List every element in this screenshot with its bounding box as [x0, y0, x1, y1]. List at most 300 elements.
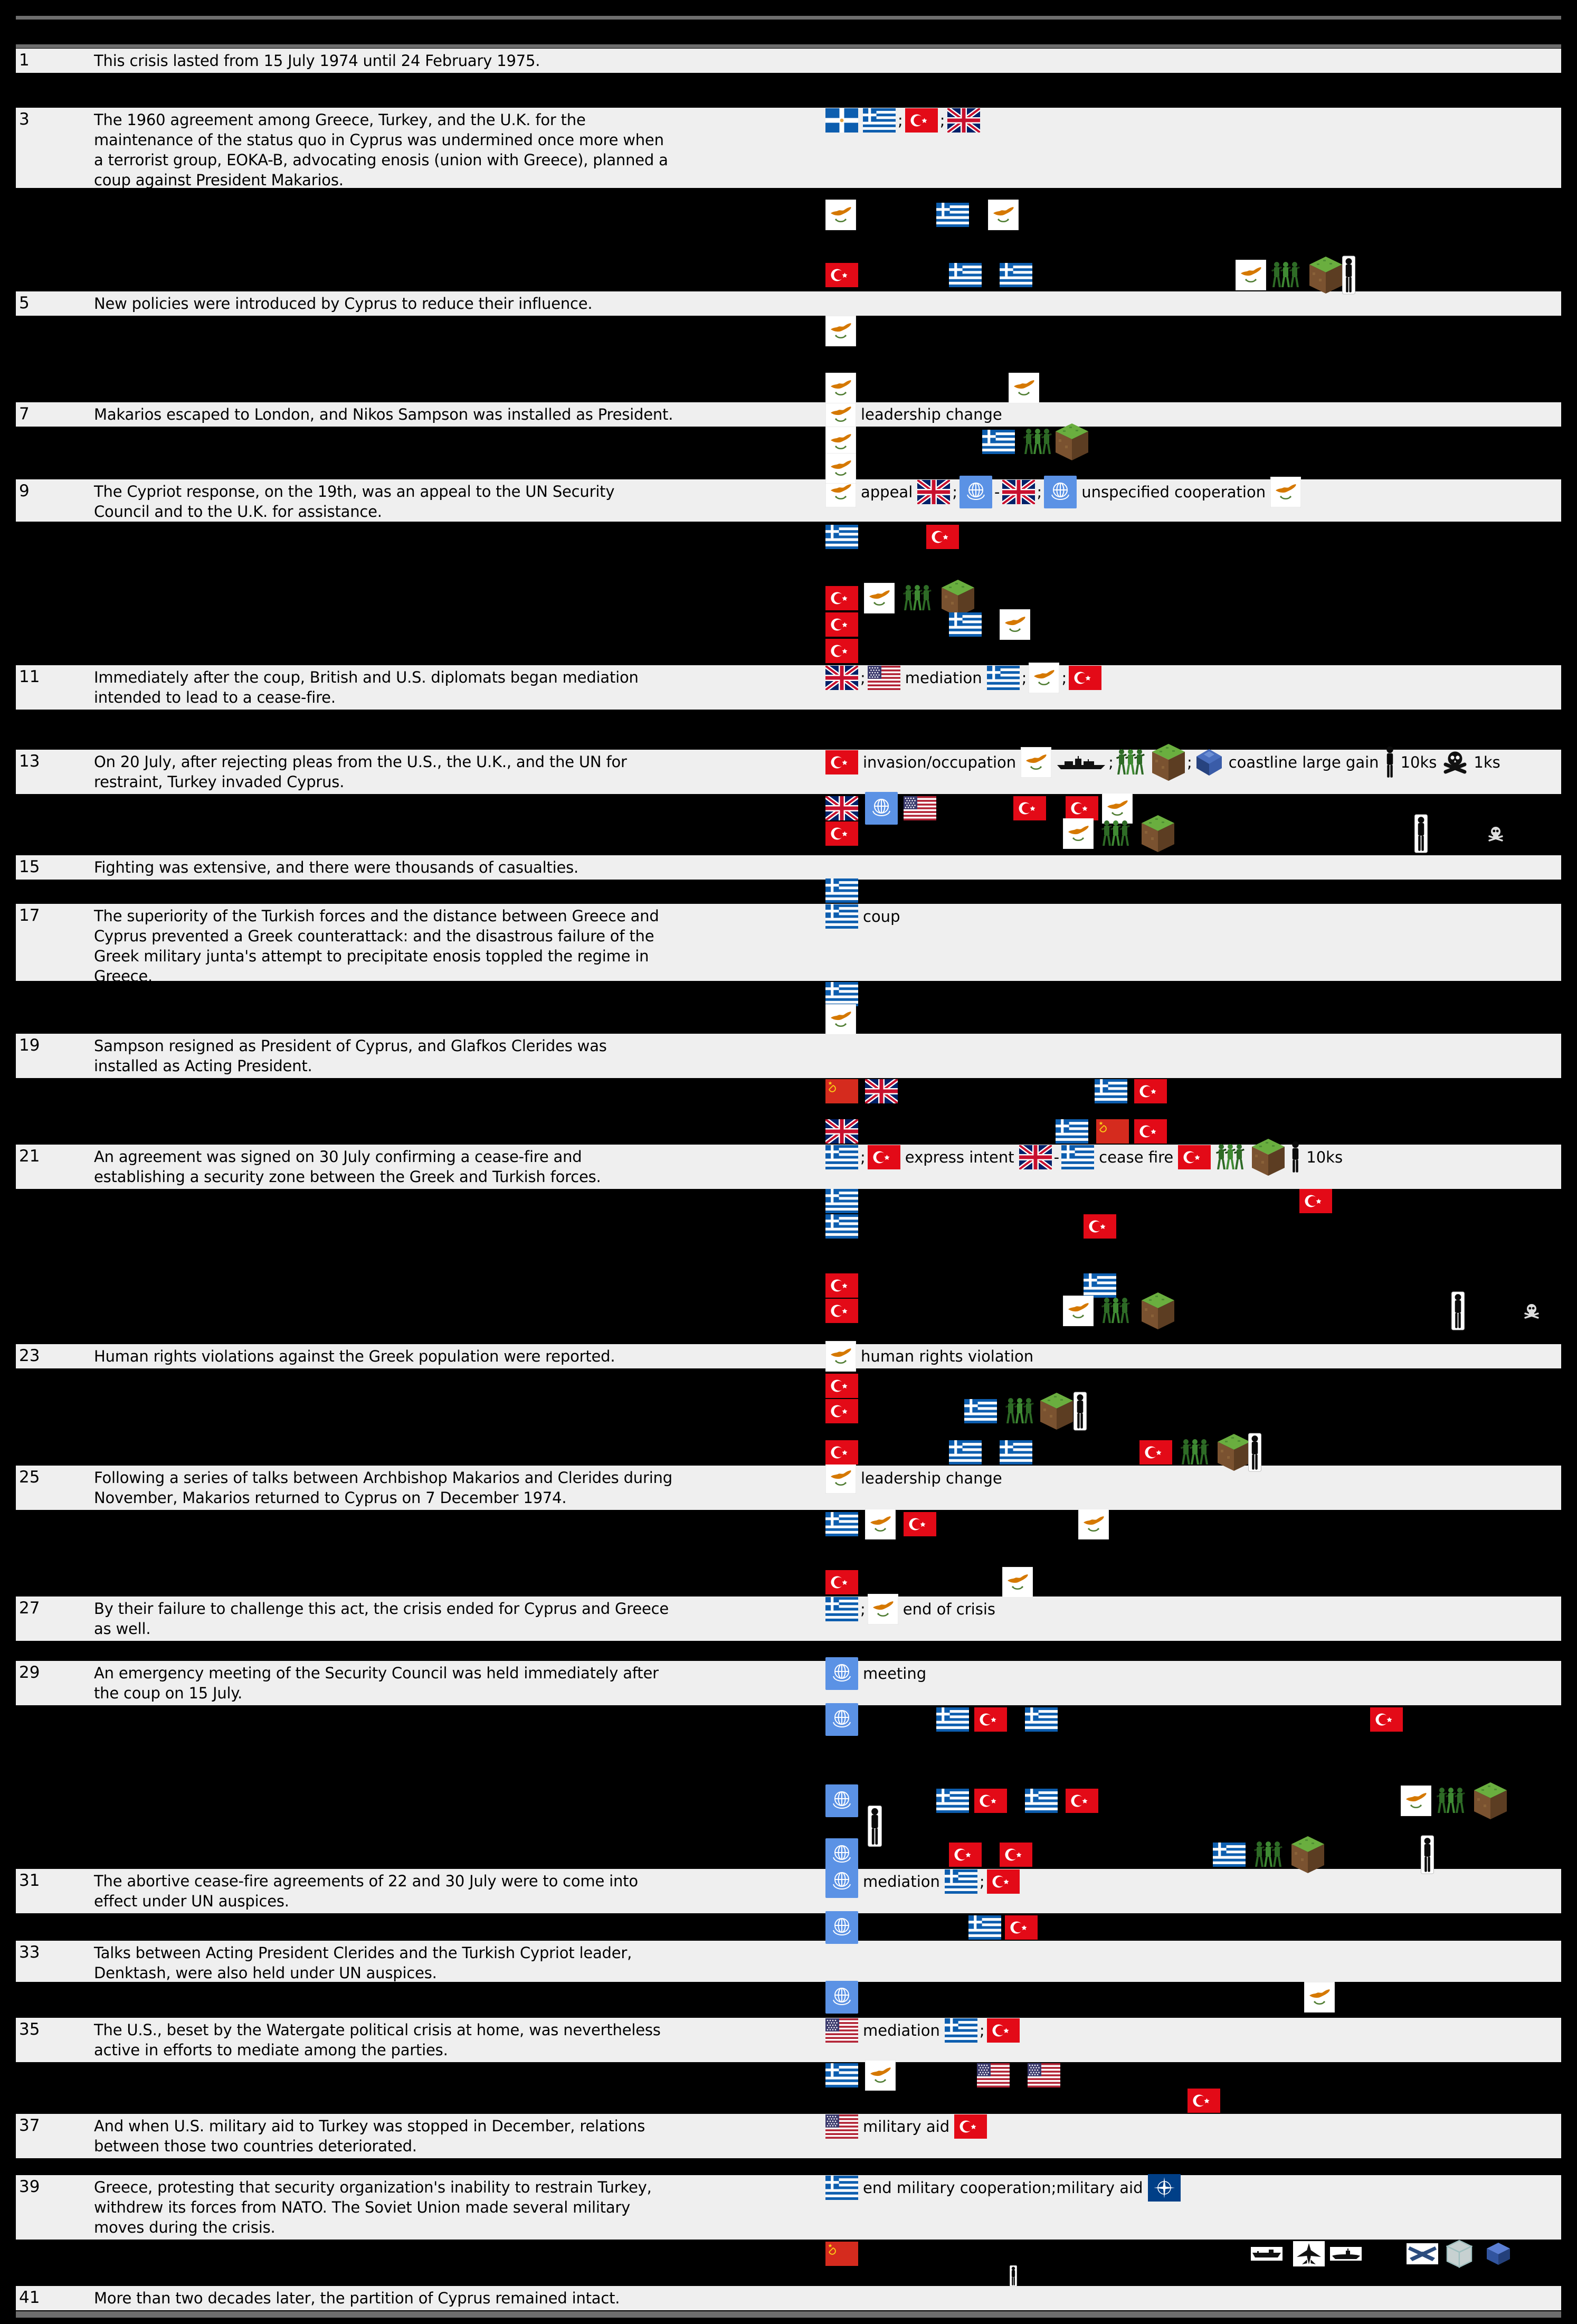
uk-flag-icon — [947, 108, 980, 133]
row-number: 5 — [19, 294, 30, 313]
row-text-line: And when U.S. military aid to Turkey was stopped in December, relations — [94, 2117, 645, 2135]
event-label: unspecified cooperation — [1081, 483, 1266, 501]
greece-flag-icon — [968, 1915, 1001, 1940]
turkey-flag-icon — [974, 1707, 1007, 1732]
row-text-line: as well. — [94, 1620, 151, 1638]
row-number: 37 — [19, 2116, 40, 2135]
us-flag-icon — [868, 666, 900, 690]
separator: ; — [1108, 753, 1114, 771]
annotation-line — [0, 612, 1577, 637]
cyprus-flag-icon — [825, 399, 856, 430]
cyprus-flag-icon — [1078, 1509, 1109, 1539]
turkey-flag-icon — [1066, 1789, 1098, 1813]
row-number: 17 — [19, 906, 40, 925]
row-text — [94, 51, 540, 71]
event-label: end military cooperation;military aid — [863, 2179, 1143, 2197]
person-icon — [1074, 1392, 1087, 1431]
turkey-flag-icon — [1066, 796, 1098, 820]
row-text-line: the coup on 15 July. — [94, 1684, 243, 1702]
row-text — [94, 481, 614, 522]
greece-flag-icon — [1084, 1273, 1116, 1298]
event-label: express intent — [905, 1148, 1014, 1166]
annotation-line — [0, 319, 1577, 343]
event-annotation — [825, 402, 1002, 427]
event-label: meeting — [863, 1665, 927, 1683]
cyprus-flag-icon — [825, 453, 856, 484]
nato-flag-icon — [1148, 2174, 1181, 2202]
un-flag-icon — [825, 1981, 858, 2014]
row-text-line: active in efforts to mediate among the parties. — [94, 2041, 448, 2059]
row-text — [94, 1943, 632, 1983]
cyprus-flag-icon — [865, 1509, 896, 1539]
cyprus-flag-icon — [988, 200, 1019, 230]
row-text-line: The Cypriot response, on the 19th, was an appeal to the UN Security — [94, 483, 615, 500]
event-row — [16, 1034, 1561, 1078]
turkey-flag-icon — [1134, 1079, 1167, 1103]
turkey-flag-icon — [825, 750, 858, 774]
row-text — [94, 752, 627, 792]
person-icon — [1414, 814, 1428, 853]
annotation-line — [0, 1007, 1577, 1032]
event-row — [16, 855, 1561, 880]
event-label: mediation — [863, 2021, 940, 2039]
row-text-line: New policies were introduced by Cyprus to reduce their influence. — [94, 295, 593, 313]
event-label: leadership change — [861, 405, 1002, 423]
us-flag-icon — [1028, 2063, 1060, 2087]
us-flag-icon — [977, 2063, 1010, 2087]
greece-flag-icon — [825, 878, 858, 903]
soldiers-icon — [1101, 1296, 1133, 1326]
event-row — [16, 402, 1561, 427]
event-row — [16, 1869, 1561, 1913]
grass-block-icon — [1309, 257, 1342, 294]
separator: ; — [939, 111, 945, 129]
turkey-flag-icon — [825, 1273, 858, 1298]
row-text — [94, 1599, 669, 1639]
event-row — [16, 1941, 1561, 1982]
grass-block-icon — [1291, 1836, 1324, 1873]
person-icon — [1289, 1141, 1302, 1174]
greece-flag-icon — [949, 612, 982, 637]
turkey-flag-icon — [825, 1570, 858, 1594]
row-text-line: coup against President Makarios. — [94, 171, 344, 189]
event-label: mediation — [863, 1873, 940, 1891]
cyprus-flag-icon — [1270, 477, 1301, 507]
row-text — [94, 1663, 659, 1703]
grass-block-icon — [1252, 1139, 1285, 1176]
turkey-flag-icon — [1178, 1145, 1211, 1169]
greece-flag-icon — [949, 1440, 982, 1465]
person-icon — [1451, 1291, 1465, 1330]
un-flag-icon — [825, 1703, 858, 1736]
cyprus-flag-icon — [1029, 663, 1059, 693]
uk-flag-icon — [825, 666, 858, 690]
us-flag-icon — [904, 796, 936, 820]
row-number: 31 — [19, 1871, 40, 1890]
annotation-line — [0, 1512, 1577, 1536]
row-number: 19 — [19, 1036, 40, 1055]
jet-crossed-icon — [1407, 2243, 1438, 2264]
turkey-flag-icon — [825, 1440, 858, 1465]
greece-flag-icon — [1000, 1440, 1032, 1465]
uk-flag-icon — [1019, 1145, 1052, 1169]
skull-icon — [1487, 825, 1505, 843]
greece-flag-icon — [936, 1707, 969, 1732]
row-number: 29 — [19, 1663, 40, 1682]
turkey-flag-icon — [868, 1145, 900, 1169]
person-icon — [868, 1806, 882, 1847]
annotation-line — [0, 1814, 1577, 1838]
event-row — [16, 1596, 1561, 1641]
cyprus-flag-icon — [864, 583, 895, 613]
row-text — [94, 404, 673, 424]
annotation-line — [0, 2063, 1577, 2087]
blue-gem-icon — [1194, 748, 1224, 777]
annotation-line — [0, 376, 1577, 400]
person-icon — [1248, 1433, 1261, 1472]
event-annotation — [825, 1661, 926, 1686]
row-text-line: Greece. — [94, 967, 153, 985]
separator: ; — [1021, 669, 1027, 687]
turkey-flag-icon — [987, 1869, 1020, 1894]
event-row — [16, 665, 1561, 710]
event-row — [16, 904, 1561, 985]
cyprus-flag-icon — [1236, 260, 1266, 290]
event-label: leadership change — [861, 1469, 1002, 1487]
event-row — [16, 291, 1561, 316]
event-label: human rights violation — [861, 1347, 1034, 1365]
aircraft-carrier-icon — [1251, 2247, 1282, 2261]
un-flag-icon — [865, 792, 898, 825]
person-icon — [1010, 2265, 1017, 2287]
turkey-flag-icon — [825, 586, 858, 610]
greece-flag-icon — [987, 666, 1020, 690]
separator: ; — [860, 1600, 866, 1618]
separator: ; — [979, 2021, 985, 2039]
row-text-line: An agreement was signed on 30 July confirming a cease-fire and — [94, 1148, 582, 1166]
row-text-line: Denktash, were also held under UN auspices. — [94, 1964, 437, 1982]
annotation-line — [0, 203, 1577, 227]
separator: ; — [860, 669, 866, 687]
us-flag-icon — [825, 2114, 858, 2139]
greece-flag-icon — [825, 1597, 858, 1621]
event-annotation — [825, 108, 980, 133]
row-text-line: Sampson resigned as President of Cyprus, and Glafkos Clerides was — [94, 1037, 607, 1055]
event-annotation — [825, 750, 1500, 775]
event-annotation — [825, 1596, 995, 1622]
row-text-line: Makarios escaped to London, and Nikos Sampson was installed as President. — [94, 405, 673, 423]
turkey-flag-icon — [974, 1789, 1007, 1813]
event-annotation — [825, 665, 1101, 691]
event-annotation — [825, 904, 900, 929]
grass-block-icon — [1152, 744, 1185, 781]
annotation-line — [0, 2264, 1577, 2288]
cyprus-flag-icon — [1401, 1785, 1431, 1816]
annotation-line — [0, 821, 1577, 846]
greek-cross-flag-icon — [825, 108, 858, 133]
cyprus-flag-icon — [1002, 1567, 1033, 1598]
separator: - — [1053, 1148, 1060, 1166]
row-number: 33 — [19, 1943, 40, 1962]
row-text-line: This crisis lasted from 15 July 1974 until 24 February 1975. — [94, 52, 540, 70]
event-annotation — [825, 1145, 1343, 1170]
annotation-line — [0, 1273, 1577, 1298]
greece-flag-icon — [1213, 1843, 1246, 1867]
cyprus-flag-icon — [868, 1594, 898, 1624]
event-label: coastline large gain — [1228, 753, 1379, 771]
annotation-line — [0, 1399, 1577, 1423]
separator: ; — [1186, 753, 1192, 771]
annotation-line — [0, 639, 1577, 663]
greece-flag-icon — [964, 1399, 997, 1423]
cyprus-flag-icon — [1021, 747, 1051, 778]
row-text — [94, 1871, 638, 1911]
row-number: 1 — [19, 51, 30, 70]
greece-flag-icon — [825, 904, 858, 929]
turkey-flag-icon — [1370, 1707, 1403, 1732]
grass-block-icon — [1218, 1434, 1250, 1471]
row-text — [94, 667, 639, 707]
un-flag-icon — [825, 1657, 858, 1690]
annotation-line — [0, 1374, 1577, 1398]
row-text-line: establishing a security zone between the Greek and Turkish forces. — [94, 1168, 601, 1186]
row-text-line: Council and to the U.K. for assistance. — [94, 503, 382, 521]
grass-block-icon — [1142, 1292, 1174, 1329]
warship-icon — [1056, 755, 1106, 770]
turkey-flag-icon — [1005, 1915, 1038, 1940]
greece-flag-icon — [945, 2018, 977, 2043]
row-text — [94, 906, 659, 986]
cyprus-flag-icon — [1063, 818, 1094, 849]
blue-cube-icon — [1486, 2242, 1511, 2266]
turkey-flag-icon — [1299, 1189, 1332, 1213]
turkey-flag-icon — [825, 1374, 858, 1398]
annotation-line — [0, 1707, 1577, 1732]
annotation-line — [0, 525, 1577, 549]
event-row — [16, 2175, 1561, 2240]
row-text-line: More than two decades later, the partition of Cyprus remained intact. — [94, 2289, 620, 2307]
row-text-line: a terrorist group, EOKA-B, advocating enosis (union with Greece), planned a — [94, 151, 668, 169]
cyprus-flag-icon — [825, 1463, 856, 1494]
fighter-jet-icon — [1293, 2241, 1325, 2266]
greece-flag-icon — [825, 525, 858, 549]
greece-flag-icon — [825, 2176, 858, 2200]
event-label: cease fire — [1099, 1148, 1174, 1166]
row-text-line: withdrew its forces from NATO. The Soviet Union made several military — [94, 2198, 631, 2216]
greece-flag-icon — [1000, 263, 1032, 287]
event-label: appeal — [861, 483, 913, 501]
greece-flag-icon — [825, 1189, 858, 1213]
greece-flag-icon — [825, 982, 858, 1006]
separator: ; — [898, 111, 903, 129]
ussr-flag-icon — [825, 1079, 858, 1103]
event-annotation — [825, 479, 1301, 505]
row-text — [94, 1147, 601, 1187]
row-text-line: Following a series of talks between Archbishop Makarios and Clerides during — [94, 1469, 672, 1487]
annotation-line — [0, 1789, 1577, 1813]
skull-icon — [1523, 1302, 1541, 1320]
row-text — [94, 1468, 672, 1508]
row-text-line: between those two countries deteriorated. — [94, 2137, 417, 2155]
ussr-flag-icon — [825, 2242, 858, 2266]
separator-bar — [16, 2311, 1561, 2318]
row-number: 3 — [19, 110, 30, 129]
turkey-flag-icon — [1084, 1214, 1116, 1239]
row-text — [94, 2288, 620, 2308]
row-number: 7 — [19, 404, 30, 423]
annotation-line — [0, 1189, 1577, 1213]
annotation-line — [0, 982, 1577, 1006]
separator: - — [994, 483, 1000, 501]
turkey-flag-icon — [1188, 2089, 1220, 2113]
row-text-line: The abortive cease-fire agreements of 22 and 30 July were to come into — [94, 1872, 638, 1890]
annotation-line — [0, 430, 1577, 454]
turkey-flag-icon — [905, 108, 938, 133]
event-row — [16, 1661, 1561, 1705]
un-flag-icon — [825, 1911, 858, 1944]
row-text-line: November, Makarios returned to Cyprus on 7 December 1974. — [94, 1489, 567, 1507]
turkey-flag-icon — [825, 821, 858, 846]
row-text — [94, 110, 668, 190]
row-number: 15 — [19, 857, 40, 876]
row-number: 27 — [19, 1599, 40, 1618]
turkey-flag-icon — [825, 1399, 858, 1423]
event-row — [16, 1344, 1561, 1368]
us-flag-icon — [825, 2018, 858, 2043]
turkey-flag-icon — [949, 1843, 982, 1867]
uk-flag-icon — [825, 796, 858, 820]
event-row — [16, 2286, 1561, 2310]
row-text — [94, 294, 592, 314]
row-text — [94, 2177, 652, 2237]
annotation-line — [0, 1119, 1577, 1144]
turkey-flag-icon — [987, 2018, 1020, 2043]
annotation-line — [0, 1440, 1577, 1465]
row-text-line: Human rights violations against the Greek population were reported. — [94, 1347, 615, 1365]
turkey-flag-icon — [904, 1512, 936, 1536]
annotation-line — [0, 1214, 1577, 1239]
turkey-flag-icon — [1013, 796, 1046, 820]
row-text-line: Talks between Acting President Clerides and the Turkish Cypriot leader, — [94, 1944, 632, 1962]
soldiers-icon — [1271, 260, 1303, 290]
grass-block-icon — [1142, 815, 1174, 852]
uk-flag-icon — [917, 480, 950, 504]
event-row — [16, 2018, 1561, 2062]
greece-flag-icon — [1025, 1789, 1058, 1813]
row-text-line: The U.S., beset by the Watergate political crisis at home, was nevertheless — [94, 2021, 661, 2039]
separator: ; — [979, 1873, 985, 1891]
event-annotation — [825, 1869, 1020, 1894]
greece-flag-icon — [1056, 1119, 1088, 1144]
row-number: 25 — [19, 1468, 40, 1487]
person-icon — [1384, 746, 1396, 779]
skull-crossbones-icon — [1441, 749, 1469, 776]
row-text-line: Fighting was extensive, and there were thousands of casualties. — [94, 858, 579, 876]
annotation-line — [0, 263, 1577, 287]
greece-flag-icon — [936, 1789, 969, 1813]
cyprus-flag-icon — [825, 1004, 856, 1035]
soldiers-icon — [1180, 1437, 1212, 1468]
row-text — [94, 2116, 645, 2156]
event-label: 1ks — [1474, 753, 1500, 771]
cyprus-flag-icon — [825, 1341, 856, 1372]
turkey-flag-icon — [1000, 1843, 1032, 1867]
row-text-line: Greece, protesting that security organization's inability to restrain Turkey, — [94, 2178, 652, 2196]
grass-block-icon — [942, 580, 974, 617]
turkey-flag-icon — [926, 525, 959, 549]
row-text-line: The 1960 agreement among Greece, Turkey, and the U.K. for the — [94, 111, 586, 129]
cyprus-flag-icon — [825, 316, 856, 346]
event-row — [16, 2114, 1561, 2158]
greece-flag-icon — [825, 1512, 858, 1536]
row-text-line: By their failure to challenge this act, the crisis ended for Cyprus and Greece — [94, 1600, 669, 1618]
event-label: mediation — [905, 669, 982, 687]
event-label: military aid — [863, 2118, 950, 2136]
greece-flag-icon — [825, 1214, 858, 1239]
separator: ; — [860, 1148, 866, 1166]
un-flag-icon — [1044, 476, 1077, 508]
annotation-line — [0, 2242, 1577, 2266]
turkey-flag-icon — [825, 612, 858, 637]
separator: ; — [952, 483, 958, 501]
separator-bar — [16, 44, 1561, 48]
annotation-line — [0, 1915, 1577, 1940]
row-number: 23 — [19, 1346, 40, 1365]
annotation-line — [0, 2089, 1577, 2113]
ussr-flag-icon — [1096, 1119, 1129, 1144]
event-label: end of crisis — [902, 1600, 995, 1618]
event-annotation — [825, 2018, 1020, 2043]
annotation-line — [0, 878, 1577, 903]
event-annotation — [825, 2175, 1181, 2200]
event-annotation — [825, 2114, 987, 2139]
event-row — [16, 750, 1561, 794]
separator: ; — [1061, 669, 1067, 687]
event-annotation — [825, 1466, 1002, 1491]
row-number: 9 — [19, 481, 30, 500]
greece-flag-icon — [825, 1145, 858, 1169]
cyprus-flag-icon — [825, 373, 856, 403]
row-text-line: effect under UN auspices. — [94, 1892, 289, 1910]
submarine-icon — [1330, 2247, 1362, 2261]
event-label: 10ks — [1400, 753, 1437, 771]
annotation-line — [0, 456, 1577, 480]
row-text-line: moves during the crisis. — [94, 2218, 276, 2236]
cyprus-flag-icon — [1063, 1296, 1094, 1326]
soldiers-icon — [1215, 1142, 1247, 1173]
event-row — [16, 108, 1561, 188]
un-flag-icon — [960, 476, 992, 508]
row-text-line: Greek military junta's attempt to precipitate enosis toppled the regime in — [94, 947, 649, 965]
event-label: coup — [863, 908, 900, 925]
uk-flag-icon — [825, 1119, 858, 1144]
annotation-line — [0, 796, 1577, 820]
row-text — [94, 1346, 615, 1366]
turkey-flag-icon — [954, 2114, 987, 2139]
event-label: invasion/occupation — [863, 753, 1016, 771]
cyprus-flag-icon — [825, 200, 856, 230]
annotation-line — [0, 1843, 1577, 1867]
grass-block-icon — [1040, 1393, 1073, 1430]
annotation-line — [0, 1299, 1577, 1323]
row-number: 11 — [19, 667, 40, 686]
event-row — [16, 479, 1561, 522]
greece-flag-icon — [1025, 1707, 1058, 1732]
separator: ; — [1037, 483, 1042, 501]
row-number: 41 — [19, 2288, 40, 2307]
annotation-line — [0, 1570, 1577, 1594]
row-text-line: An emergency meeting of the Security Council was held immediately after — [94, 1664, 659, 1682]
